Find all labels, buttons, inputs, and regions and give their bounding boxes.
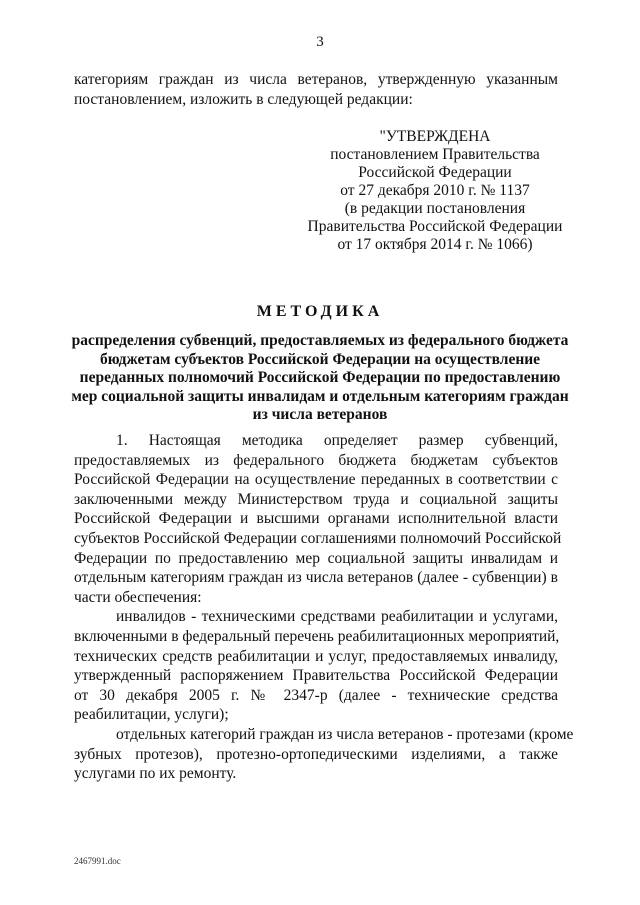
subtitle-line: из числа ветеранов — [252, 406, 388, 424]
approval-line: Российской Федерации — [358, 164, 512, 181]
approval-line: от 27 декабря 2010 г. № 1137 — [340, 182, 530, 199]
text-line: технических средств реабилитации и услуг, предоставляемых инвалиду, — [74, 647, 558, 665]
approval-line: от 17 октября 2014 г. № 1066) — [337, 236, 533, 253]
subtitle-line: распределения субвенций, предоставляемых из федерального бюджета — [71, 332, 569, 349]
text-line: зубных протезов), протезно-ортопедическими изделиями, а также — [74, 745, 558, 763]
approval-stamp-block — [300, 128, 570, 254]
document-file-id: 2467991.doc — [74, 856, 121, 866]
text-line: части обеспечения: — [74, 588, 202, 606]
text-line: услугами по их ремонту. — [74, 765, 237, 783]
intro-paragraph — [74, 70, 558, 109]
text-line: от 30 декабря 2005 г. № 2347-р (далее - технические средства — [74, 686, 558, 704]
approval-line: постановлением Правительства — [330, 146, 540, 163]
text-line: реабилитации, услуги); — [74, 706, 229, 724]
text-line: включенными в федеральный перечень реабилитационных мероприятий, — [74, 627, 560, 645]
approval-line: Правительства Российской Федерации — [307, 218, 563, 235]
body-text — [74, 431, 574, 784]
page-number: 3 — [316, 34, 324, 50]
document-title: МЕТОДИКА — [256, 303, 384, 320]
subtitle-line: переданных полномочий Российской Федерации по предоставлению — [79, 369, 561, 387]
text-line: заключенными между Министерством труда и социальной защиты — [74, 490, 558, 508]
subtitle-line: мер социальной защиты инвалидам и отдельным категориям граждан — [71, 387, 569, 405]
approval-line: (в редакции постановления — [344, 200, 526, 217]
text-line: отдельным категориям граждан из числа ветеранов (далее - субвенции) в — [74, 569, 558, 587]
text-line: Российской Федерации на осуществление переданных в соответствии с — [74, 471, 558, 489]
document-subtitle — [60, 332, 580, 425]
text-line: отдельных категорий граждан из числа ветеранов - протезами (кроме — [116, 725, 574, 743]
text-line: предоставляемых из федерального бюджета бюджетам субъектов — [74, 451, 558, 469]
approval-line: "УТВЕРЖДЕНА — [379, 128, 491, 145]
text-line: Российской Федерации и высшими органами исполнительной власти — [74, 510, 558, 528]
subtitle-line: бюджетам субъектов Российской Федерации на осуществление — [99, 350, 541, 368]
text-line: категориям граждан из числа ветеранов, утвержденную указанным — [74, 71, 558, 88]
text-line: 1. Настоящая методика определяет размер субвенций, — [116, 432, 558, 449]
text-line: утвержденный распоряжением Правительства Российской Федерации — [74, 667, 558, 685]
text-line: постановлением, изложить в следующей редакции: — [74, 90, 413, 108]
text-line: субъектов Российской Федерации соглашениями полномочий Российской — [74, 529, 562, 547]
text-line: Федерации по предоставлению мер социальной защиты инвалидам и — [74, 549, 558, 567]
text-line: инвалидов - техническими средствами реабилитации и услугами, — [116, 608, 558, 626]
